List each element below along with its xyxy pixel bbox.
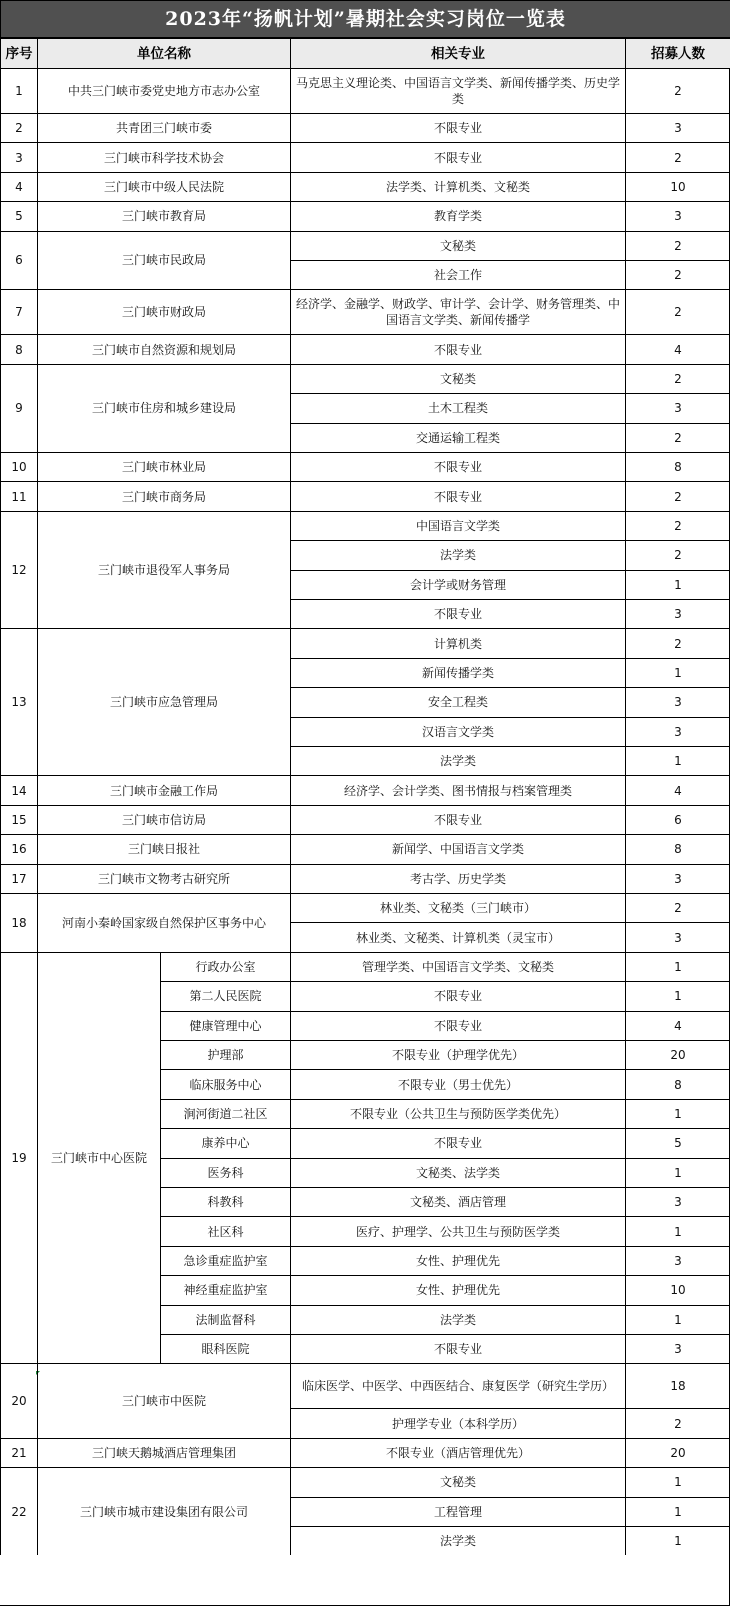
major-requirement: 临床医学、中医学、中西医结合、康复医学（研究生学历）	[290, 1363, 625, 1408]
recruit-count: 2	[625, 893, 730, 922]
row-number: 19	[0, 952, 37, 1364]
recruit-count: 4	[625, 1011, 730, 1040]
unit-name: 三门峡市城市建设集团有限公司	[37, 1467, 290, 1555]
recruit-count: 3	[625, 113, 730, 142]
row-number: 22	[0, 1467, 37, 1555]
major-requirement: 不限专业（酒店管理优先）	[290, 1438, 625, 1467]
row-number: 2	[0, 113, 37, 142]
header-unit: 单位名称	[37, 38, 290, 68]
major-requirement: 法学类	[290, 1526, 625, 1555]
major-requirement: 不限专业（男士优先）	[290, 1069, 625, 1098]
row-number: 3	[0, 142, 37, 171]
major-requirement: 土木工程类	[290, 393, 625, 422]
recruit-count: 3	[625, 922, 730, 951]
major-requirement: 不限专业	[290, 334, 625, 363]
major-requirement: 法学类	[290, 1305, 625, 1334]
unit-name: 三门峡市民政局	[37, 231, 290, 290]
recruit-count: 2	[625, 364, 730, 393]
row-number: 21	[0, 1438, 37, 1467]
major-requirement: 中国语言文学类	[290, 511, 625, 540]
major-requirement: 不限专业	[290, 1128, 625, 1157]
recruit-count: 1	[625, 658, 730, 687]
row-number: 6	[0, 231, 37, 290]
row-number: 11	[0, 481, 37, 510]
department-name: 涧河街道二社区	[160, 1099, 290, 1128]
major-requirement: 会计学或财务管理	[290, 570, 625, 599]
major-requirement: 医疗、护理学、公共卫生与预防医学类	[290, 1216, 625, 1245]
major-requirement: 不限专业（公共卫生与预防医学类优先）	[290, 1099, 625, 1128]
major-requirement: 不限专业	[290, 1334, 625, 1363]
recruit-count: 6	[625, 805, 730, 834]
department-name: 医务科	[160, 1158, 290, 1187]
unit-name: 三门峡市住房和城乡建设局	[37, 364, 290, 452]
row-number: 13	[0, 628, 37, 775]
unit-name: 三门峡市教育局	[37, 201, 290, 230]
recruit-count: 3	[625, 201, 730, 230]
major-requirement: 计算机类	[290, 628, 625, 657]
major-requirement: 不限专业	[290, 981, 625, 1010]
recruit-count: 8	[625, 452, 730, 481]
row-number: 12	[0, 511, 37, 629]
major-requirement: 文秘类、酒店管理	[290, 1187, 625, 1216]
recruit-count: 8	[625, 1069, 730, 1098]
recruit-count: 1	[625, 952, 730, 981]
major-requirement: 不限专业	[290, 113, 625, 142]
major-requirement: 不限专业	[290, 599, 625, 628]
recruit-count: 1	[625, 570, 730, 599]
row-number: 10	[0, 452, 37, 481]
recruit-count: 3	[625, 393, 730, 422]
row-number: 14	[0, 775, 37, 804]
unit-name: 三门峡市退役军人事务局	[37, 511, 290, 629]
major-requirement: 经济学、会计学类、图书情报与档案管理类	[290, 775, 625, 804]
major-requirement: 新闻传播学类	[290, 658, 625, 687]
recruit-count: 20	[625, 1438, 730, 1467]
major-requirement: 新闻学、中国语言文学类	[290, 834, 625, 863]
department-name: 社区科	[160, 1216, 290, 1245]
major-requirement: 林业类、文秘类、计算机类（灵宝市）	[290, 922, 625, 951]
recruit-count: 3	[625, 1246, 730, 1275]
department-name: 健康管理中心	[160, 1011, 290, 1040]
header-no: 序号	[0, 38, 37, 68]
major-requirement: 法学类、计算机类、文秘类	[290, 172, 625, 201]
recruit-count: 2	[625, 289, 730, 334]
recruit-count: 2	[625, 481, 730, 510]
header-count: 招募人数	[625, 38, 730, 68]
department-name: 神经重症监护室	[160, 1275, 290, 1304]
unit-name: 三门峡市应急管理局	[37, 628, 290, 775]
department-name: 康养中心	[160, 1128, 290, 1157]
recruit-count: 1	[625, 1158, 730, 1187]
major-requirement: 管理学类、中国语言文学类、文秘类	[290, 952, 625, 981]
unit-name: 三门峡市中级人民法院	[37, 172, 290, 201]
recruit-count: 2	[625, 68, 730, 113]
unit-name: 三门峡市中心医院	[37, 952, 160, 1364]
recruit-count: 3	[625, 599, 730, 628]
row-number: 17	[0, 864, 37, 893]
unit-name: 中共三门峡市委党史地方市志办公室	[37, 68, 290, 113]
recruit-count: 3	[625, 1187, 730, 1216]
major-requirement: 不限专业	[290, 142, 625, 171]
row-number: 18	[0, 893, 37, 952]
unit-name: 三门峡市财政局	[37, 289, 290, 334]
department-name: 科教科	[160, 1187, 290, 1216]
major-requirement: 法学类	[290, 540, 625, 569]
unit-name: 三门峡市信访局	[37, 805, 290, 834]
recruit-count: 2	[625, 540, 730, 569]
major-requirement: 文秘类	[290, 231, 625, 260]
recruit-count: 2	[625, 1408, 730, 1437]
recruit-count: 4	[625, 775, 730, 804]
row-number: 1	[0, 68, 37, 113]
department-name: 护理部	[160, 1040, 290, 1069]
department-name: 临床服务中心	[160, 1069, 290, 1098]
recruit-count: 1	[625, 746, 730, 775]
recruit-count: 8	[625, 834, 730, 863]
unit-name: 三门峡市科学技术协会	[37, 142, 290, 171]
department-name: 行政办公室	[160, 952, 290, 981]
recruit-count: 1	[625, 1497, 730, 1526]
department-name: 眼科医院	[160, 1334, 290, 1363]
unit-name: 三门峡市金融工作局	[37, 775, 290, 804]
recruit-count: 1	[625, 1467, 730, 1496]
unit-name: 河南小秦岭国家级自然保护区事务中心	[37, 893, 290, 952]
recruit-count: 2	[625, 231, 730, 260]
major-requirement: 文秘类	[290, 1467, 625, 1496]
department-name: 法制监督科	[160, 1305, 290, 1334]
recruit-count: 10	[625, 172, 730, 201]
recruit-count: 10	[625, 1275, 730, 1304]
major-requirement: 工程管理	[290, 1497, 625, 1526]
recruit-count: 3	[625, 717, 730, 746]
major-requirement: 不限专业	[290, 1011, 625, 1040]
recruit-count: 20	[625, 1040, 730, 1069]
recruit-count: 4	[625, 334, 730, 363]
recruit-count: 2	[625, 260, 730, 289]
unit-name: 三门峡日报社	[37, 834, 290, 863]
major-requirement: 考古学、历史学类	[290, 864, 625, 893]
major-requirement: 不限专业	[290, 805, 625, 834]
row-number: 4	[0, 172, 37, 201]
major-requirement: 汉语言文学类	[290, 717, 625, 746]
recruit-count: 2	[625, 142, 730, 171]
recruit-count: 1	[625, 1305, 730, 1334]
row-number: 7	[0, 289, 37, 334]
row-number: 8	[0, 334, 37, 363]
department-name: 第二人民医院	[160, 981, 290, 1010]
recruit-count: 3	[625, 864, 730, 893]
major-requirement: 社会工作	[290, 260, 625, 289]
recruit-count: 1	[625, 1099, 730, 1128]
row-number: 15	[0, 805, 37, 834]
major-requirement: 不限专业	[290, 481, 625, 510]
row-number: 5	[0, 201, 37, 230]
major-requirement: 不限专业（护理学优先）	[290, 1040, 625, 1069]
header-major: 相关专业	[290, 38, 625, 68]
unit-name: 三门峡市商务局	[37, 481, 290, 510]
major-requirement: 经济学、金融学、财政学、审计学、会计学、财务管理类、中国语言文学类、新闻传播学	[290, 289, 625, 334]
unit-name: 三门峡市文物考古研究所	[37, 864, 290, 893]
recruit-count: 5	[625, 1128, 730, 1157]
major-requirement: 马克思主义理论类、中国语言文学类、新闻传播学类、历史学类	[290, 68, 625, 113]
recruit-count: 2	[625, 628, 730, 657]
department-name: 急诊重症监护室	[160, 1246, 290, 1275]
recruit-count: 18	[625, 1363, 730, 1408]
recruit-count: 1	[625, 1526, 730, 1555]
recruit-count: 3	[625, 687, 730, 716]
unit-name: 三门峡市自然资源和规划局	[37, 334, 290, 363]
major-requirement: 女性、护理优先	[290, 1246, 625, 1275]
unit-name: 三门峡市中医院	[37, 1363, 290, 1437]
major-requirement: 女性、护理优先	[290, 1275, 625, 1304]
table-title: 2023年“扬帆计划”暑期社会实习岗位一览表	[0, 0, 730, 38]
row-number: 9	[0, 364, 37, 452]
unit-name: 三门峡天鹅城酒店管理集团	[37, 1438, 290, 1467]
major-requirement: 林业类、文秘类（三门峡市）	[290, 893, 625, 922]
recruit-count: 2	[625, 423, 730, 452]
unit-name: 共青团三门峡市委	[37, 113, 290, 142]
major-requirement: 法学类	[290, 746, 625, 775]
row-number: 16	[0, 834, 37, 863]
major-requirement: 文秘类、法学类	[290, 1158, 625, 1187]
major-requirement: 不限专业	[290, 452, 625, 481]
recruit-count: 1	[625, 981, 730, 1010]
unit-name: 三门峡市林业局	[37, 452, 290, 481]
row-number: 20	[0, 1363, 37, 1437]
major-requirement: 文秘类	[290, 364, 625, 393]
recruit-count: 2	[625, 511, 730, 540]
major-requirement: 教育学类	[290, 201, 625, 230]
major-requirement: 护理学专业（本科学历）	[290, 1408, 625, 1437]
major-requirement: 交通运输工程类	[290, 423, 625, 452]
recruit-count: 1	[625, 1216, 730, 1245]
recruit-count: 3	[625, 1334, 730, 1363]
major-requirement: 安全工程类	[290, 687, 625, 716]
